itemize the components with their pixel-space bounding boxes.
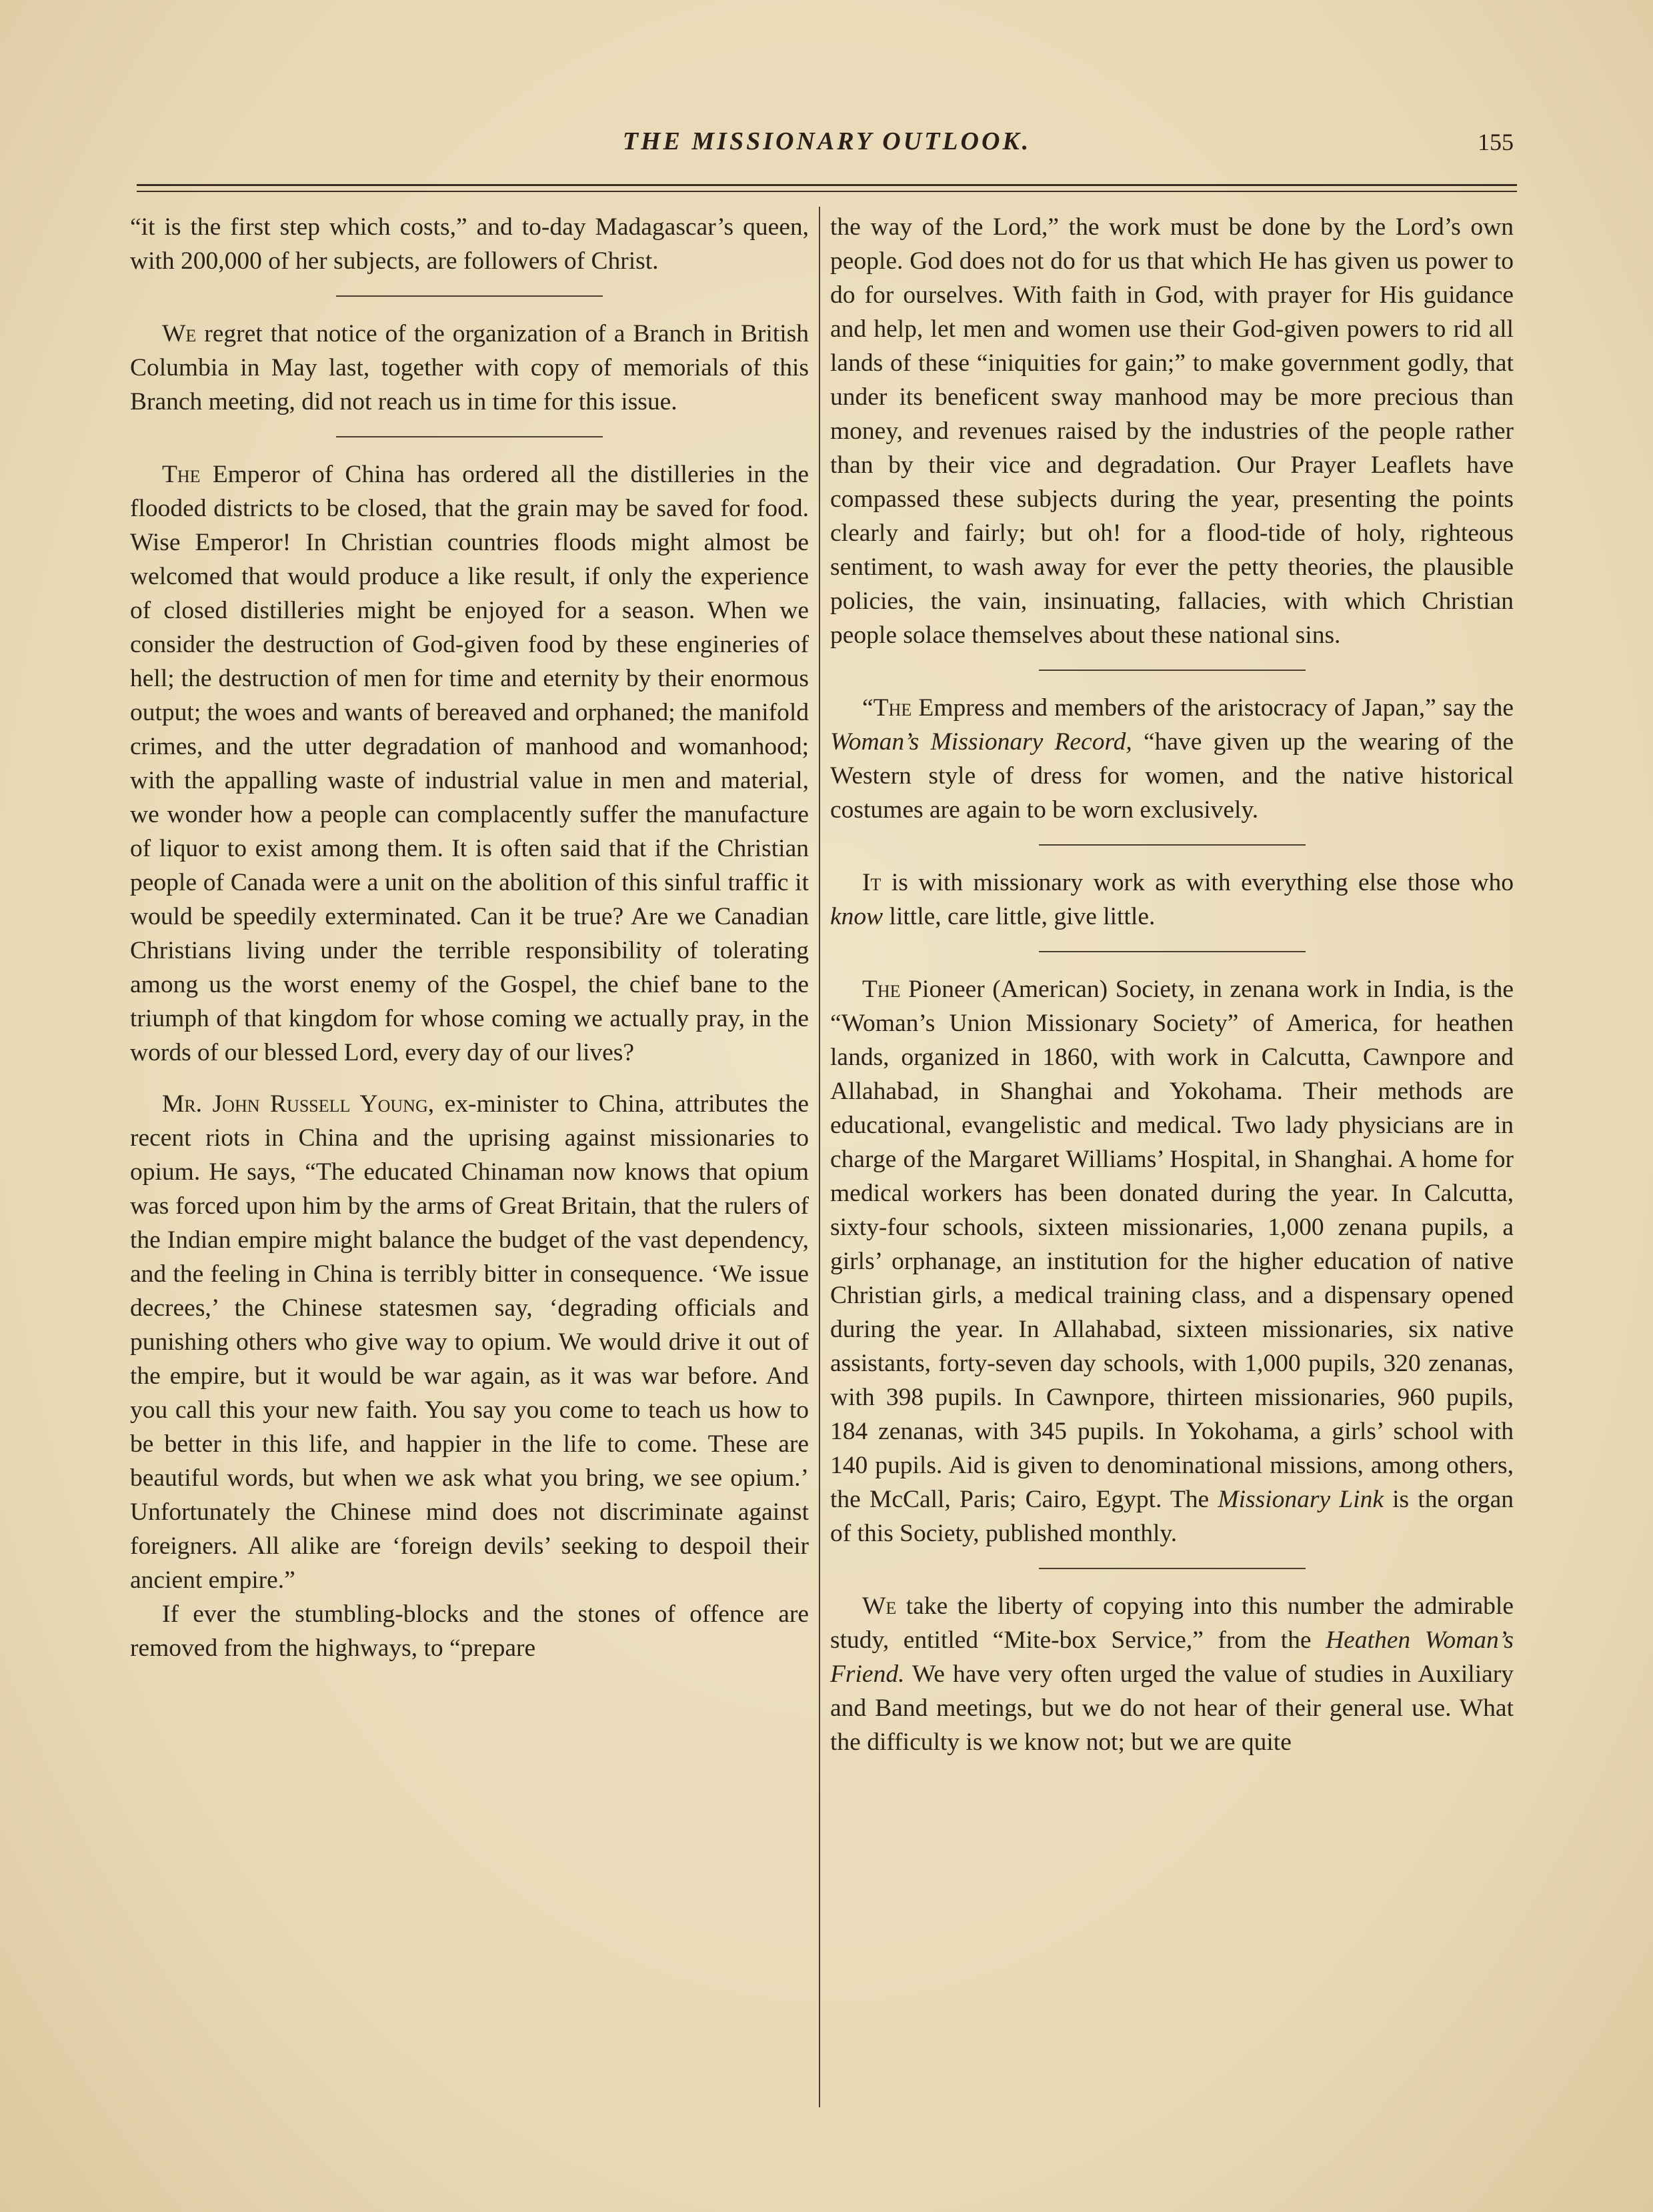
header-rule-secondary [137, 191, 1517, 192]
publication-title: Heathen Woman’s Friend. [830, 1626, 1514, 1688]
left-column [130, 210, 809, 2104]
separator [336, 295, 603, 297]
page-number: 155 [1478, 129, 1514, 155]
paragraph-british-columbia [130, 317, 809, 419]
separator [1039, 1568, 1306, 1569]
paragraph-pioneer-society [830, 972, 1514, 1550]
paragraph-text: Emperor of China has ordered all the distilleries in the flooded districts to be closed, that the grain may be saved for food. Wise Emperor! In Christian countries floods might almost be welcomed that would produce a like result, if only the experience of closed distilleries might be enjoyed for a season. When we consider the destruction of God-given food by these engineries of hell; the destruction of men for time and eternity by their enormous output; the woes and wants of bereaved and orphaned; the manifold crimes, and the utter degradation of manhood and womanhood; with the appalling waste of industrial value in men and material, we wonder how a people can complacently suffer the manufacture of liquor to exist among them. It is often said that if the Christian people of Canada were a unit on the abolition of this sinful traffic it would be speedily exterminated. Can it be true? Are we Canadian Christians living under the terrible responsibility of tolerating among us the worst enemy of the Gospel, the chief bane to the triumph of that kingdom for whose coming we actually pray, in the words of our blessed Lord, every day of our lives? [130, 461, 809, 1066]
column-divider [819, 207, 820, 2107]
paragraph-text: “have given up the wearing of the Western style of dress for women, and the native historical costumes are again to be worn exclusively. [830, 728, 1514, 824]
lead-word: “The [862, 694, 912, 722]
publication-title: Woman’s Missionary Record, [830, 728, 1132, 756]
paragraph-text: regret that notice of the organization of a Branch in British Columbia in May last, together with copy of memorials of this Branch meeting, did not reach us in time for this issue. [130, 320, 809, 415]
paragraph-text: We have very often urged the value of studies in Auxiliary and Band meetings, but we do not hear of their general use. What the difficulty is we know not; but we are quite [830, 1661, 1514, 1756]
paragraph-know-little [830, 866, 1514, 934]
separator [1039, 670, 1306, 671]
paragraph-way-of-the-lord: the way of the Lord,” the work must be done by the Lord’s own people. God does not do for us that which He has given us power to do for ourselves. With faith in God, with prayer for His guidance and help, let men and women use their God-given powers to rid all lands of these “iniquities for gain;” to make government godly, that under its beneficent sway manhood may be more precious than money, and revenues raised by the industries of the people rather than by their vice and degradation. Our Prayer Leaflets have compassed these subjects during the year, presenting the points clearly and fairly; but oh! for a flood-tide of holy, righteous sentiment, to wash away for ever the petty theories, the plausible policies, the vain, insinuating, fallacies, with which Christian people solace themselves about these national sins. [830, 213, 1514, 649]
paragraph-text: , ex-minister to China, attributes the recent riots in China and the uprising against missionaries to opium. He says, “The educated Chinaman now knows that opium was forced upon him by the arms of Great Britain, that the rulers of the Indian empire might balance the budget of the vast dependency, and the feeling in China is terribly bitter in consequence. ‘We issue decrees,’ the Chinese statesmen say, ‘degrading officials and punishing others who give way to opium. We would drive it out of the empire, but it would be war again, as it was war before. And you call this your new faith. You say you come to teach us how to be better in this life, and happier in the life to come. These are beautiful words, but when we ask what you bring, we see opium.’ Unfortunately the Chinese mind does not discriminate against foreigners. All alike are ‘foreign devils’ seeking to despoil their ancient empire.” [130, 1090, 809, 1594]
right-column [830, 210, 1514, 2104]
paragraph-john-russell-young [130, 1087, 809, 1597]
separator [1039, 844, 1306, 846]
lead-word: We [862, 1592, 897, 1620]
paragraph-emperor-of-china [130, 457, 809, 1070]
header-rule [137, 184, 1517, 186]
lead-word: The [162, 461, 201, 488]
paragraph-text: is with missionary work as with everything else those who [881, 869, 1514, 896]
running-title: THE MISSIONARY OUTLOOK. [622, 127, 1032, 155]
paragraph-stumbling-blocks: If ever the stumbling-blocks and the stones of offence are removed from the highways, to “prepare [130, 1600, 809, 1662]
paragraph-text: Empress and members of the aristocracy of Japan,” say the [912, 694, 1514, 722]
publication-title: Missionary Link [1218, 1486, 1384, 1513]
lead-word: It [862, 869, 882, 896]
lead-word: The [862, 976, 901, 1003]
paragraph-empress-of-japan [830, 691, 1514, 827]
emphasis: know [830, 903, 884, 930]
paragraph-text: take the liberty of copying into this number the admirable study, entitled “Mite-box Service,” from the [830, 1592, 1514, 1654]
separator [336, 1076, 603, 1078]
lead-word: Mr. John Russell Young [162, 1090, 428, 1118]
separator [336, 436, 603, 437]
paragraph-mite-box-service [830, 1589, 1514, 1759]
paragraph-text: is the organ of this Society, published monthly. [830, 1486, 1514, 1547]
page-header [133, 127, 1520, 173]
lead-word: We [162, 320, 197, 347]
paragraph-madagascar: “it is the first step which costs,” and to-day Madagascar’s queen, with 200,000 of her subjects, are followers of Christ. [130, 213, 809, 275]
paragraph-text: Pioneer (American) Society, in zenana work in India, is the “Woman’s Union Missionary Society” of America, for heathen lands, organized in 1860, with work in Calcutta, Cawnpore and Allahabad, in Shanghai and Yokohama. Their methods are educational, evangelistic and medical. Two lady physicians are in charge of the Margaret Williams’ Hospital, in Shanghai. A home for medical workers has been donated during the year. In Calcutta, sixty-four schools, sixteen missionaries, 1,000 zenana pupils, a girls’ orphanage, an institution for the higher education of native Christian girls, a medical training class, and a dispensary opened during the year. In Allahabad, sixteen missionaries, six native assistants, forty-seven day schools, with 1,000 pupils, 320 zenanas, with 398 pupils. In Cawnpore, thirteen missionaries, 960 pupils, 184 zenanas, with 345 pupils. In Yokohama, a girls’ school with 140 pupils. Aid is given to denominational missions, among others, the McCall, Paris; Cairo, Egypt. The [830, 976, 1514, 1513]
paragraph-text: little, care little, give little. [883, 903, 1156, 930]
separator [1039, 951, 1306, 952]
